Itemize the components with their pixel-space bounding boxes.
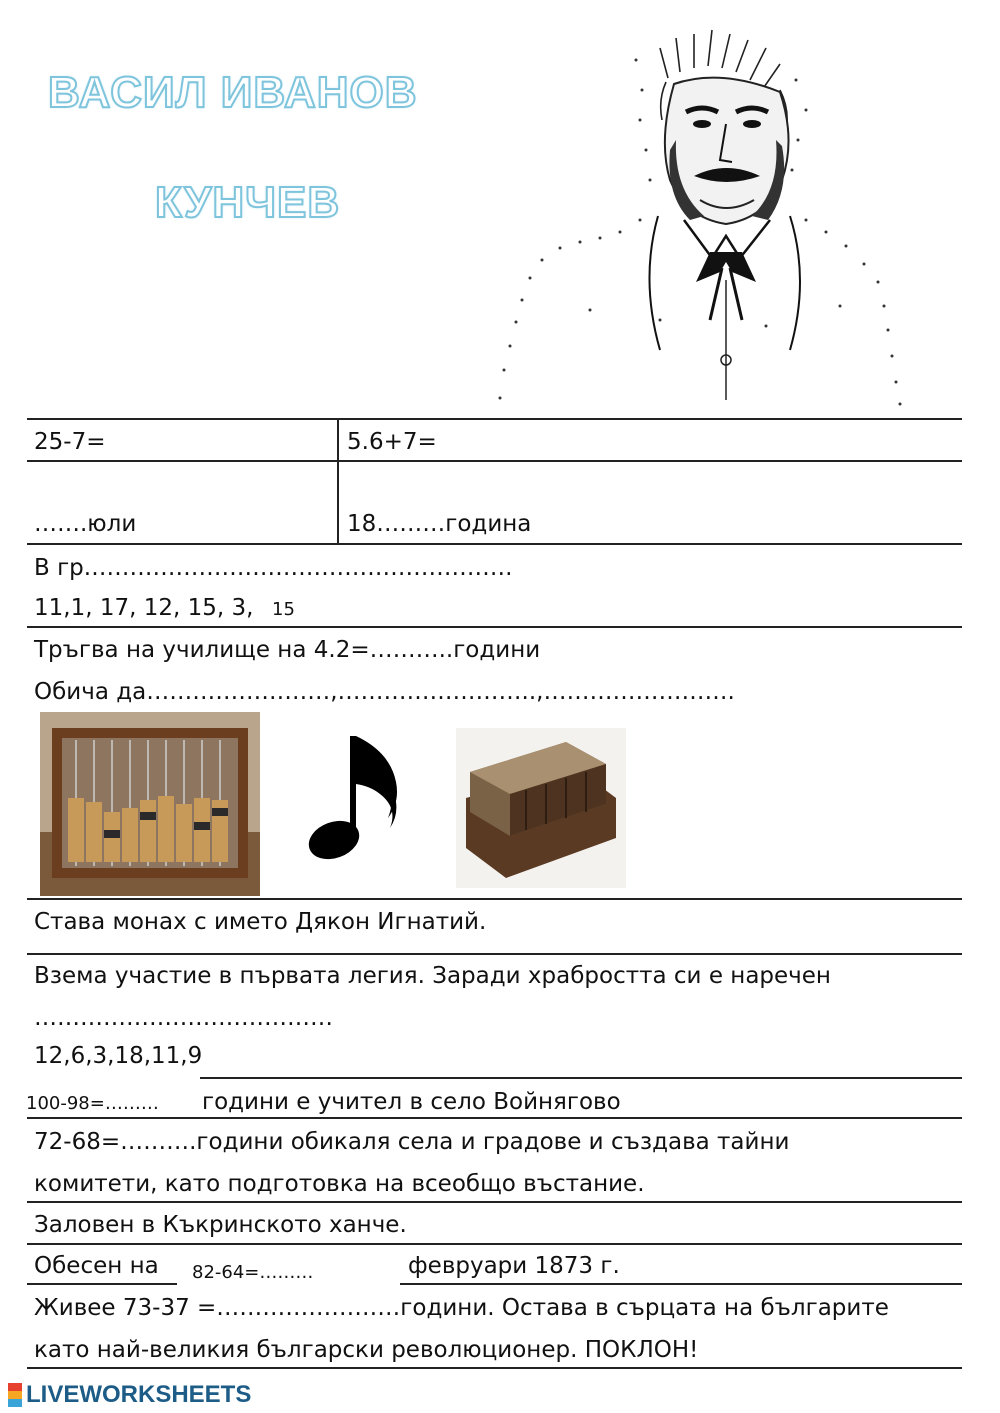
title-line-1: ВАСИЛ ИВАНОВ xyxy=(48,68,418,117)
old-books-image xyxy=(456,728,626,888)
hanged-day-field[interactable]: 82-64=……… xyxy=(192,1262,314,1283)
title-line-2: КУНЧЕВ xyxy=(155,178,341,227)
committees-text-1[interactable]: 72-68=……….години обикаля села и градове и създава тайни xyxy=(34,1129,790,1155)
liveworksheets-logo[interactable] xyxy=(8,1381,251,1409)
town-code-extra: 15 xyxy=(272,599,295,620)
captured-text: Заловен в Къкринското ханче. xyxy=(34,1212,407,1238)
music-note-icon xyxy=(300,732,410,862)
town-code: 11,1, 17, 12, 15, 3, xyxy=(34,595,254,621)
school-age-field[interactable]: Тръгва на училище на 4.2=………..години xyxy=(34,637,541,663)
abacus-image xyxy=(40,712,260,896)
legion-text: Взема участие в първата легия. Заради храбростта си е наречен xyxy=(34,963,831,989)
birth-year-field[interactable]: 18………година xyxy=(347,511,532,537)
committees-text-2: комитети, като подготовка на всеобщо въстание. xyxy=(34,1171,645,1197)
hobbies-field[interactable]: Обича да……………………,……………………..,……………………. xyxy=(34,679,735,705)
hanged-label: Обесен на xyxy=(34,1253,159,1279)
hanged-date-text: февруари 1873 г. xyxy=(408,1253,620,1279)
math-problem-right: 5.6+7= xyxy=(347,429,437,455)
logo-text: LIVEWORKSHEETS xyxy=(26,1381,252,1408)
legacy-text: като най-великия български революционер. ПОКЛОН! xyxy=(34,1337,699,1363)
monk-name-text: Става монах с името Дякон Игнатий. xyxy=(34,909,487,935)
math-problem-left: 25-7= xyxy=(34,429,106,455)
nickname-code: 12,6,3,18,11,9 xyxy=(34,1043,203,1069)
nickname-field[interactable]: ………………………………… xyxy=(34,1005,333,1031)
portrait-illustration xyxy=(490,20,920,412)
logo-badge-icon xyxy=(8,1383,22,1407)
birth-day-field[interactable]: …….юли xyxy=(34,511,137,537)
teacher-text: години е учител в село Войнягово xyxy=(202,1089,621,1115)
teacher-years-field[interactable]: 100-98=……… xyxy=(26,1093,159,1114)
lived-years-field[interactable]: Живее 73-37 =……………………години. Остава в сърцата на българите xyxy=(34,1295,889,1321)
town-field[interactable]: В гр.………………………………………………. xyxy=(34,555,513,581)
